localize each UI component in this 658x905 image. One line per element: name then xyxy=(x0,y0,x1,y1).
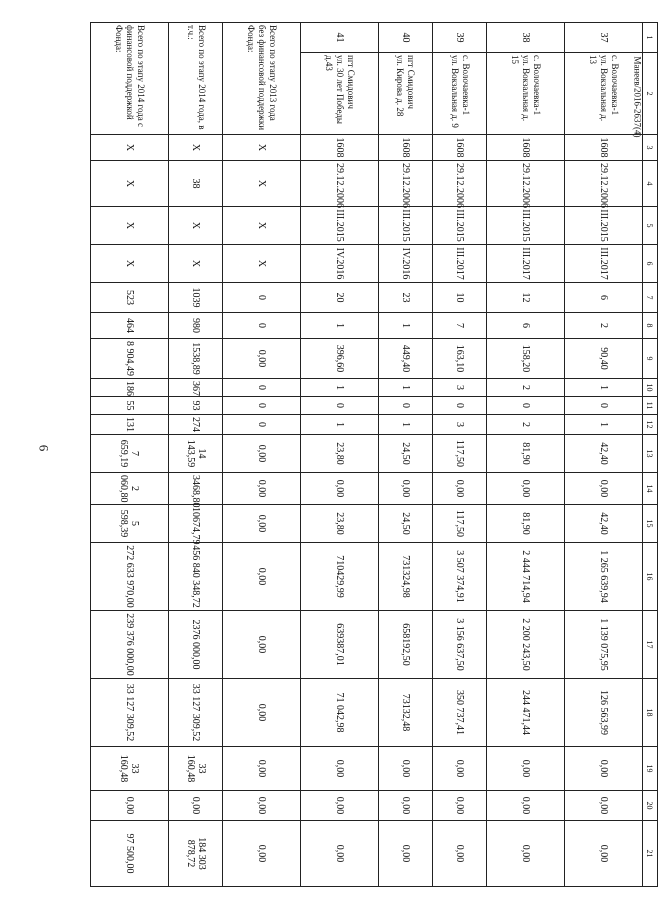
cell-c15: 81,90 xyxy=(487,505,565,543)
cell-c8: 1 xyxy=(378,313,432,339)
address-locality: пгт Смидович xyxy=(406,55,417,109)
cell-c17: 639387,01 xyxy=(301,611,379,679)
cell-c9: 163,10 xyxy=(433,339,487,379)
total-c7: 523 xyxy=(91,283,169,313)
cell-c5: III.2015 xyxy=(433,207,487,245)
total-c12: 274 xyxy=(168,415,222,435)
total-c4: X xyxy=(223,161,301,207)
page-number: 6 xyxy=(36,444,52,452)
cell-c8: 7 xyxy=(433,313,487,339)
cell-c14: 0,00 xyxy=(565,473,643,505)
column-number: 11 xyxy=(643,397,658,415)
column-number: 13 xyxy=(643,435,658,473)
cell-c14: 0,00 xyxy=(301,473,379,505)
cell-c9: 396,60 xyxy=(301,339,379,379)
cell-c7: 10 xyxy=(433,283,487,313)
total-c6: X xyxy=(91,245,169,283)
column-number: 18 xyxy=(643,679,658,747)
total-c18: 33 127 309,52 xyxy=(91,679,169,747)
rotated-table-container xyxy=(90,22,658,884)
cell-c6: IV.2016 xyxy=(378,245,432,283)
cell-c20: 0,00 xyxy=(565,791,643,821)
cell-c6: IV.2016 xyxy=(301,245,379,283)
cell-c19: 0,00 xyxy=(433,747,487,791)
total-c14: 2 060,80 xyxy=(91,473,169,505)
row-number: 39 xyxy=(433,23,487,53)
total-c7: 0 xyxy=(223,283,301,313)
cell-c12: 1 xyxy=(301,415,379,435)
totals-label: Всего по этапу 2014 года, в т.ч.: xyxy=(168,23,222,135)
column-number: 5 xyxy=(643,207,658,245)
total-c10: 367 xyxy=(168,379,222,397)
total-c21: 184 303 878,72 xyxy=(168,821,222,887)
address-street: ул. 30 лет Победы д.43 xyxy=(323,55,345,124)
total-c8: 464 xyxy=(91,313,169,339)
cell-c21: 0,00 xyxy=(487,821,565,887)
cell-c14: 0,00 xyxy=(378,473,432,505)
cell-c7: 6 xyxy=(565,283,643,313)
cell-c8: 2 xyxy=(565,313,643,339)
cell-c10: 1 xyxy=(565,379,643,397)
cell-c13: 24,50 xyxy=(378,435,432,473)
total-c3: X xyxy=(168,135,222,161)
address-cell xyxy=(487,53,565,135)
cell-c21: 0,00 xyxy=(378,821,432,887)
address-street: ул. Вокзальная д. 15 xyxy=(510,55,532,122)
cell-c11: 0 xyxy=(433,397,487,415)
address-locality: пгт Смидович xyxy=(345,55,356,109)
column-number: 17 xyxy=(643,611,658,679)
cell-c16: 710429,99 xyxy=(301,543,379,611)
cell-c13: 23,80 xyxy=(301,435,379,473)
column-number: 10 xyxy=(643,379,658,397)
table-row xyxy=(378,23,432,887)
total-c13: 14 143,59 xyxy=(168,435,222,473)
total-c13: 0,00 xyxy=(223,435,301,473)
column-number: 3 xyxy=(643,135,658,161)
total-c15: 0,00 xyxy=(223,505,301,543)
cell-c16: 731324,98 xyxy=(378,543,432,611)
cell-c20: 0,00 xyxy=(487,791,565,821)
address-locality: с. Волочаевка-1 xyxy=(460,55,471,116)
column-number: 9 xyxy=(643,339,658,379)
total-c15: 5 598,39 xyxy=(91,505,169,543)
totals-label: Всего по этапу 2014 года с финансовой поддержкой Фонда: xyxy=(91,23,169,135)
total-c7: 1039 xyxy=(168,283,222,313)
table-row xyxy=(433,23,487,887)
cell-c21: 0,00 xyxy=(301,821,379,887)
cell-c12: 2 xyxy=(487,415,565,435)
total-c11: 93 xyxy=(168,397,222,415)
cell-c4: 29.12.2006 xyxy=(487,161,565,207)
cell-c4: 29.12.2006 xyxy=(378,161,432,207)
total-c21: 97 500,00 xyxy=(91,821,169,887)
total-c4: X xyxy=(91,161,169,207)
address-cell xyxy=(433,53,487,135)
cell-c10: 3 xyxy=(433,379,487,397)
total-c9: 1538,89 xyxy=(168,339,222,379)
column-number-row xyxy=(643,23,658,887)
cell-c4: 29.12.2006 xyxy=(301,161,379,207)
cell-c5: III.2015 xyxy=(301,207,379,245)
total-c14: 0,00 xyxy=(223,473,301,505)
table-row xyxy=(487,23,565,887)
cell-c11: 0 xyxy=(301,397,379,415)
cell-c4: 29.12.2006 xyxy=(433,161,487,207)
total-c5: X xyxy=(91,207,169,245)
column-number: 6 xyxy=(643,245,658,283)
total-c12: 0 xyxy=(223,415,301,435)
totals-row xyxy=(223,23,301,887)
total-c17: 239 376 000,00 xyxy=(91,611,169,679)
register-table xyxy=(90,22,658,884)
total-c19: 0,00 xyxy=(223,747,301,791)
total-c19: 33 160,48 xyxy=(168,747,222,791)
column-number: 20 xyxy=(643,791,658,821)
cell-c3: 1608 xyxy=(378,135,432,161)
cell-c12: 1 xyxy=(378,415,432,435)
row-number: 40 xyxy=(378,23,432,53)
cell-c3: 1608 xyxy=(487,135,565,161)
cell-c13: 81,90 xyxy=(487,435,565,473)
column-number: 1 xyxy=(643,23,658,53)
cell-c15: 117,50 xyxy=(433,505,487,543)
total-c10: 0 xyxy=(223,379,301,397)
cell-c8: 6 xyxy=(487,313,565,339)
cell-c10: 2 xyxy=(487,379,565,397)
total-c16: 456 840 348,72 xyxy=(168,543,222,611)
total-c9: 8 904,49 xyxy=(91,339,169,379)
totals-label: Всего по этапу 2013 года без финансовой поддержки Фонда: xyxy=(223,23,301,135)
column-number: 14 xyxy=(643,473,658,505)
address-cell xyxy=(565,53,643,138)
total-c19: 33 160,48 xyxy=(91,747,169,791)
cell-c20: 0,00 xyxy=(301,791,379,821)
cell-c16: 3 507 374,91 xyxy=(433,543,487,611)
total-c13: 7 659,19 xyxy=(91,435,169,473)
column-number: 7 xyxy=(643,283,658,313)
cell-c17: 658192,50 xyxy=(378,611,432,679)
total-c5: X xyxy=(223,207,301,245)
totals-row xyxy=(168,23,222,887)
column-number: 8 xyxy=(643,313,658,339)
total-c8: 980 xyxy=(168,313,222,339)
cell-c16: 1 265 639,94 xyxy=(565,543,643,611)
cell-c18: 350 737,41 xyxy=(433,679,487,747)
total-c21: 0,00 xyxy=(223,821,301,887)
total-c20: 0,00 xyxy=(168,791,222,821)
cell-c7: 12 xyxy=(487,283,565,313)
cell-c14: 0,00 xyxy=(487,473,565,505)
cell-c10: 1 xyxy=(301,379,379,397)
column-number: 21 xyxy=(643,821,658,887)
cell-c18: 244 471,44 xyxy=(487,679,565,747)
total-c16: 272 633 970,00 xyxy=(91,543,169,611)
cell-c13: 42,40 xyxy=(565,435,643,473)
total-c16: 0,00 xyxy=(223,543,301,611)
cell-c6: III.2017 xyxy=(487,245,565,283)
address-street: ул. Кирова д. 28 xyxy=(395,55,406,117)
cell-c7: 20 xyxy=(301,283,379,313)
total-c6: X xyxy=(168,245,222,283)
table-row xyxy=(565,23,643,887)
cell-c17: 1 139 075,95 xyxy=(565,611,643,679)
cell-c11: 0 xyxy=(378,397,432,415)
total-c5: X xyxy=(168,207,222,245)
table-row xyxy=(301,23,379,887)
cell-c19: 0,00 xyxy=(487,747,565,791)
cell-c10: 1 xyxy=(378,379,432,397)
total-c4: 38 xyxy=(168,161,222,207)
total-c12: 131 xyxy=(91,415,169,435)
cell-c19: 0,00 xyxy=(378,747,432,791)
total-c11: 55 xyxy=(91,397,169,415)
cell-c18: 71 042,98 xyxy=(301,679,379,747)
cell-c12: 1 xyxy=(565,415,643,435)
total-c8: 0 xyxy=(223,313,301,339)
cell-c5: III.2015 xyxy=(487,207,565,245)
cell-c9: 90,40 xyxy=(565,339,643,379)
total-c17: 2376 000,00 xyxy=(168,611,222,679)
address-street: ул. Вокзальная д. 13 xyxy=(588,55,610,122)
cell-c5: III.2015 xyxy=(378,207,432,245)
row-number: 38 xyxy=(487,23,565,53)
cell-c12: 3 xyxy=(433,415,487,435)
cell-c15: 23,80 xyxy=(301,505,379,543)
cell-c3: 1608 xyxy=(301,135,379,161)
totals-row xyxy=(91,23,169,887)
cell-c15: 42,40 xyxy=(565,505,643,543)
cell-c21: 0,00 xyxy=(433,821,487,887)
total-c17: 0,00 xyxy=(223,611,301,679)
total-c3: X xyxy=(91,135,169,161)
address-street: ул. Вокзальная д. 9 xyxy=(449,55,460,128)
cell-c17: 3 156 637,50 xyxy=(433,611,487,679)
total-c6: X xyxy=(223,245,301,283)
cell-c15: 24,50 xyxy=(378,505,432,543)
total-c15: 10674,79 xyxy=(168,505,222,543)
cell-c13: 117,50 xyxy=(433,435,487,473)
column-number: 15 xyxy=(643,505,658,543)
column-number: 4 xyxy=(643,161,658,207)
cell-c19: 0,00 xyxy=(565,747,643,791)
cell-c6: III.2017 xyxy=(565,245,643,283)
address-cell xyxy=(301,53,379,135)
total-c18: 0,00 xyxy=(223,679,301,747)
cell-c8: 1 xyxy=(301,313,379,339)
column-number: 19 xyxy=(643,747,658,791)
cell-c5: III.2015 xyxy=(565,207,643,245)
total-c20: 0,00 xyxy=(91,791,169,821)
cell-c19: 0,00 xyxy=(301,747,379,791)
address-cell xyxy=(378,53,432,135)
column-number: 12 xyxy=(643,415,658,435)
cell-c20: 0,00 xyxy=(378,791,432,821)
document-id: Манеев/2016-2637(4) xyxy=(632,56,643,138)
cell-c21: 0,00 xyxy=(565,821,643,887)
row-number: 41 xyxy=(301,23,379,53)
total-c18: 33 127 309,52 xyxy=(168,679,222,747)
cell-c11: 0 xyxy=(487,397,565,415)
cell-c14: 0,00 xyxy=(433,473,487,505)
total-c11: 0 xyxy=(223,397,301,415)
cell-c18: 126 563,99 xyxy=(565,679,643,747)
cell-c6: III.2017 xyxy=(433,245,487,283)
cell-c18: 73132,48 xyxy=(378,679,432,747)
total-c14: 3468,80 xyxy=(168,473,222,505)
address-locality: с. Волочаевка-1 xyxy=(610,55,621,116)
total-c3: X xyxy=(223,135,301,161)
cell-c9: 158,20 xyxy=(487,339,565,379)
total-c9: 0,00 xyxy=(223,339,301,379)
cell-c3: 1608 xyxy=(565,135,643,161)
column-number: 2 xyxy=(643,53,658,135)
cell-c9: 449,40 xyxy=(378,339,432,379)
row-number: 37 xyxy=(565,23,643,53)
cell-c16: 2 444 714,94 xyxy=(487,543,565,611)
total-c20: 0,00 xyxy=(223,791,301,821)
cell-c20: 0,00 xyxy=(433,791,487,821)
cell-c11: 0 xyxy=(565,397,643,415)
cell-c3: 1608 xyxy=(433,135,487,161)
total-c10: 186 xyxy=(91,379,169,397)
address-locality: с. Волочаевка-1 xyxy=(532,55,543,116)
cell-c4: 29.12.2006 xyxy=(565,161,643,207)
column-number: 16 xyxy=(643,543,658,611)
cell-c7: 23 xyxy=(378,283,432,313)
cell-c17: 2 200 243,50 xyxy=(487,611,565,679)
